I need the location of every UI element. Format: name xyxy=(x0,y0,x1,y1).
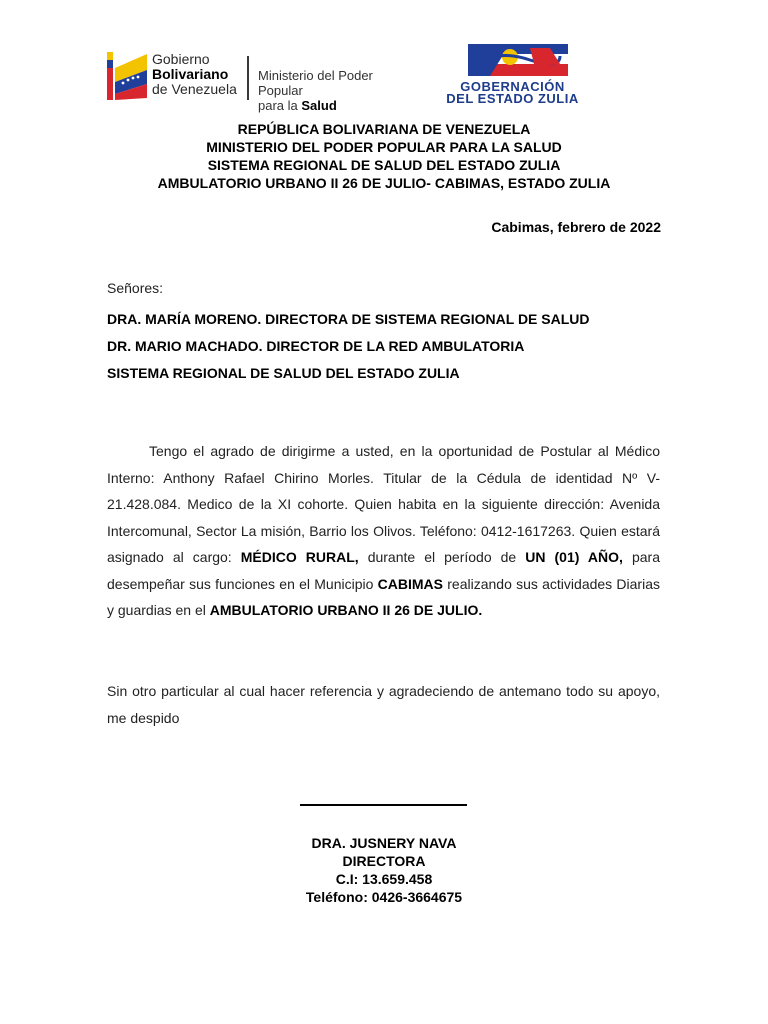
ministry-line2-prefix: para la xyxy=(258,98,302,113)
p1-text-g: realizando sus actividades Diarias y guardias en el xyxy=(107,575,660,618)
header-line4: AMBULATORIO URBANO II 26 DE JULIO- CABIMAS, ESTADO ZULIA xyxy=(157,175,611,191)
addressee-line: DR. MARIO MACHADO. DIRECTOR DE LA RED AMBULATORIA xyxy=(107,338,525,354)
p1-cargo: MÉDICO RURAL, xyxy=(240,549,359,565)
gov-line1: Gobierno xyxy=(152,51,210,67)
zulia-emblem-icon xyxy=(410,42,615,82)
signer-name: DRA. JUSNERY NAVA xyxy=(311,835,457,851)
zulia-title xyxy=(410,81,615,105)
gobierno-bolivariano-logo xyxy=(107,46,407,113)
letter-date: Cabimas, febrero de 2022 xyxy=(491,219,661,235)
signature-block xyxy=(0,834,768,906)
body-paragraph-2: Sin otro particular al cual hacer referencia y agradeciendo de antemano todo su apoyo, me despido xyxy=(107,683,660,726)
addressee-line: SISTEMA REGIONAL DE SALUD DEL ESTADO ZULIA xyxy=(107,365,460,381)
signer-phone: Teléfono: 0426-3664675 xyxy=(305,889,463,905)
signer-title: DIRECTORA xyxy=(342,853,426,869)
p1-ambulatorio: AMBULATORIO URBANO II 26 DE JULIO. xyxy=(209,602,483,618)
addressee-list xyxy=(107,306,590,387)
p1-periodo: UN (01) AÑO, xyxy=(525,549,623,565)
gov-line2: Bolivariano xyxy=(152,66,229,82)
body-paragraph-1 xyxy=(107,438,660,624)
p1-text-a: Tengo el agrado de dirigirme a usted, en la oportunidad de Postular al Médico Interno: Anthony Rafael Chirino Morles. Titular de la Cédula de identidad Nº V- 21.428.084. Medico de la XI cohorte. Quien habita en la siguiente dirección: Avenida Intercomunal, Sector La misión, Barrio los Olivos. Teléfono: 0412-1617263. Quien estará asignado al cargo: xyxy=(107,443,660,565)
ministry-text xyxy=(258,68,407,113)
p1-text-e: para desempeñar sus funciones en el Municipio xyxy=(107,549,660,592)
signature-line xyxy=(300,804,467,806)
zulia-line2: DEL ESTADO ZULIA xyxy=(446,91,579,106)
header-line1: REPÚBLICA BOLIVARIANA DE VENEZUELA xyxy=(237,121,531,137)
letter-header xyxy=(0,120,768,192)
venezuela-flag-icon xyxy=(107,50,149,100)
p1-municipio: CABIMAS xyxy=(377,575,443,592)
header-line2: MINISTERIO DEL PODER POPULAR PARA LA SALUD xyxy=(206,139,562,155)
gobernacion-zulia-logo xyxy=(410,42,615,106)
ministry-line2-bold: Salud xyxy=(301,98,337,113)
logo-divider xyxy=(247,56,249,100)
zulia-line1: GOBERNACIÓN xyxy=(460,79,565,94)
greeting: Señores: xyxy=(107,280,164,296)
gobierno-text xyxy=(152,52,237,97)
ministry-line1: Ministerio del Poder Popular xyxy=(258,68,373,98)
signer-ci: C.I: 13.659.458 xyxy=(335,871,433,887)
p1-text-c: durante el período de xyxy=(358,549,526,565)
header-line3: SISTEMA REGIONAL DE SALUD DEL ESTADO ZULIA xyxy=(207,157,561,173)
addressee-line: DRA. MARÍA MORENO. DIRECTORA DE SISTEMA REGIONAL DE SALUD xyxy=(107,311,590,327)
gov-line3: de Venezuela xyxy=(152,81,237,97)
